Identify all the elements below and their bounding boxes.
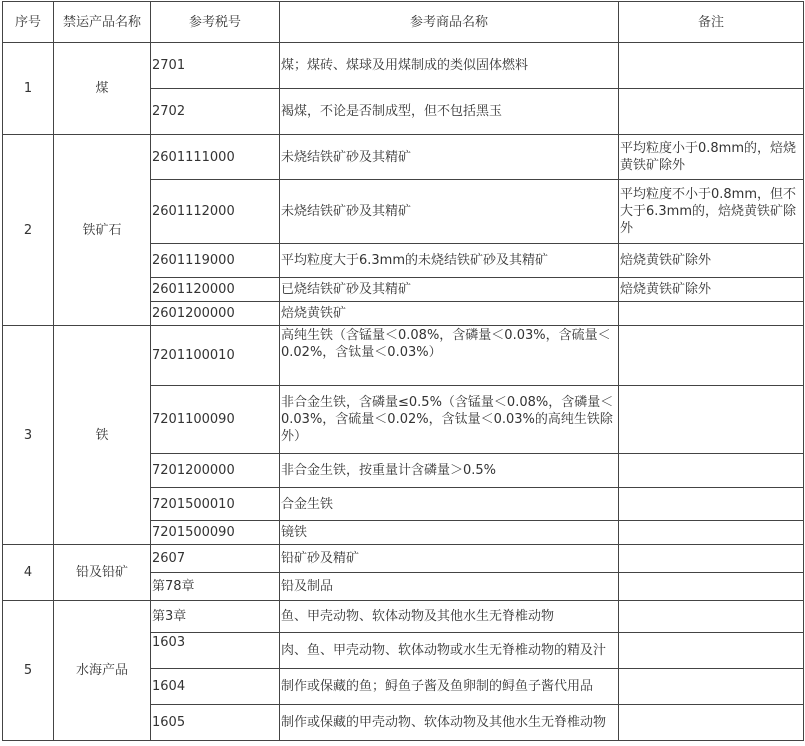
header-tax-code: 参考税号	[151, 2, 280, 43]
group-product-name: 铅及铅矿	[54, 545, 151, 601]
tax-code-cell: 第78章	[151, 573, 280, 601]
tax-code-cell: 2601111000	[151, 135, 280, 180]
group-number: 5	[3, 601, 54, 741]
note-cell	[619, 386, 804, 454]
header-product-name: 禁运产品名称	[54, 2, 151, 43]
goods-name-cell: 褐煤，不论是否制成型，但不包括黑玉	[280, 89, 619, 135]
goods-name-cell: 焙烧黄铁矿	[280, 302, 619, 326]
tax-code-cell: 2702	[151, 89, 280, 135]
header-note: 备注	[619, 2, 804, 43]
note-cell	[619, 669, 804, 705]
goods-name-cell: 煤；煤砖、煤球及用煤制成的类似固体燃料	[280, 43, 619, 89]
header-seq: 序号	[3, 2, 54, 43]
note-cell	[619, 326, 804, 386]
header-goods-name: 参考商品名称	[280, 2, 619, 43]
tax-code-cell: 7201100090	[151, 386, 280, 454]
goods-name-cell: 鱼、甲壳动物、软体动物及其他水生无脊椎动物	[280, 601, 619, 633]
group-number: 1	[3, 43, 54, 135]
goods-name-cell: 合金生铁	[280, 488, 619, 521]
goods-name-cell: 非合金生铁，含磷量≤0.5%（含锰量＜0.08%，含磷量＜0.03%，含硫量＜0.02%，含钛量＜0.03%的高纯生铁除外）	[280, 386, 619, 454]
table-row	[3, 43, 804, 89]
goods-name-cell: 未烧结铁矿砂及其精矿	[280, 180, 619, 244]
note-cell: 平均粒度不小于0.8mm，但不大于6.3mm的，焙烧黄铁矿除外	[619, 180, 804, 244]
tax-code-cell: 第3章	[151, 601, 280, 633]
note-cell	[619, 454, 804, 488]
goods-name-cell: 肉、鱼、甲壳动物、软体动物或水生无脊椎动物的精及汁	[280, 633, 619, 669]
embargo-products-table	[2, 1, 804, 741]
table-row	[3, 601, 804, 633]
group-number: 3	[3, 326, 54, 545]
table-row	[3, 545, 804, 573]
goods-name-cell: 铅矿砂及精矿	[280, 545, 619, 573]
group-product-name: 水海产品	[54, 601, 151, 741]
table-header-row	[3, 2, 804, 43]
note-cell	[619, 488, 804, 521]
group-product-name: 煤	[54, 43, 151, 135]
group-number: 4	[3, 545, 54, 601]
note-cell	[619, 545, 804, 573]
goods-name-cell: 已烧结铁矿砂及其精矿	[280, 278, 619, 302]
note-cell: 平均粒度小于0.8mm的，焙烧黄铁矿除外	[619, 135, 804, 180]
group-number: 2	[3, 135, 54, 326]
goods-name-cell: 制作或保藏的鱼；鲟鱼子酱及鱼卵制的鲟鱼子酱代用品	[280, 669, 619, 705]
tax-code-cell: 7201200000	[151, 454, 280, 488]
tax-code-cell: 2601119000	[151, 244, 280, 278]
note-cell	[619, 89, 804, 135]
note-cell	[619, 633, 804, 669]
goods-name-cell: 平均粒度大于6.3mm的未烧结铁矿砂及其精矿	[280, 244, 619, 278]
table-row	[3, 326, 804, 386]
note-cell	[619, 521, 804, 545]
note-cell	[619, 302, 804, 326]
tax-code-cell: 1603	[151, 633, 280, 669]
goods-name-cell: 制作或保藏的甲壳动物、软体动物及其他水生无脊椎动物	[280, 705, 619, 741]
group-product-name: 铁矿石	[54, 135, 151, 326]
goods-name-cell: 高纯生铁（含锰量＜0.08%，含磷量＜0.03%，含硫量＜0.02%，含钛量＜0.03%）	[280, 326, 619, 386]
tax-code-cell: 1604	[151, 669, 280, 705]
goods-name-cell: 镜铁	[280, 521, 619, 545]
tax-code-cell: 7201100010	[151, 326, 280, 386]
tax-code-cell: 2701	[151, 43, 280, 89]
goods-name-cell: 铅及制品	[280, 573, 619, 601]
note-cell: 焙烧黄铁矿除外	[619, 278, 804, 302]
goods-name-cell: 非合金生铁，按重量计含磷量＞0.5%	[280, 454, 619, 488]
tax-code-cell: 2607	[151, 545, 280, 573]
group-product-name: 铁	[54, 326, 151, 545]
note-cell: 焙烧黄铁矿除外	[619, 244, 804, 278]
note-cell	[619, 705, 804, 741]
tax-code-cell: 1605	[151, 705, 280, 741]
tax-code-cell: 2601120000	[151, 278, 280, 302]
note-cell	[619, 601, 804, 633]
note-cell	[619, 573, 804, 601]
table-row	[3, 135, 804, 180]
tax-code-cell: 7201500090	[151, 521, 280, 545]
note-cell	[619, 43, 804, 89]
tax-code-cell: 2601112000	[151, 180, 280, 244]
tax-code-cell: 7201500010	[151, 488, 280, 521]
tax-code-cell: 2601200000	[151, 302, 280, 326]
goods-name-cell: 未烧结铁矿砂及其精矿	[280, 135, 619, 180]
